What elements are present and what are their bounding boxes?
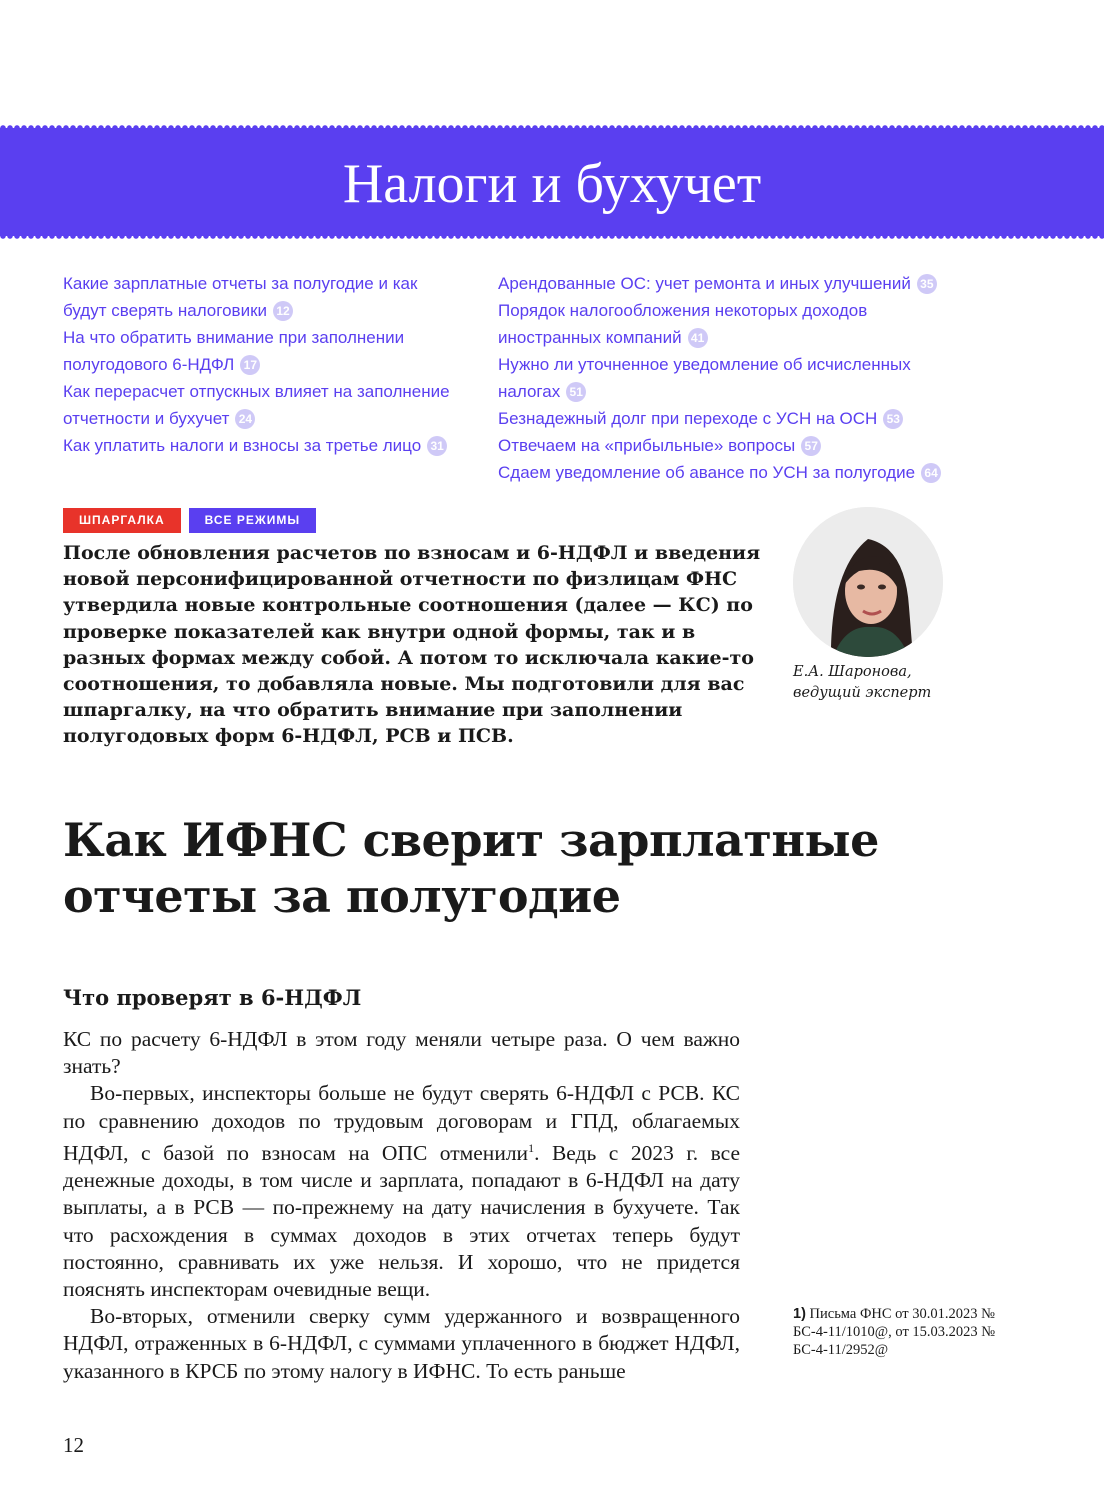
page-badge: 41 (688, 328, 708, 348)
footnote-number: 1) (793, 1306, 806, 1322)
page-badge: 12 (273, 301, 293, 321)
toc-link[interactable]: Отвечаем на «прибыльные» вопросы 57 (498, 432, 968, 459)
page-badge: 51 (566, 382, 586, 402)
section-banner (0, 128, 1104, 236)
section-title: Налоги и бухучет (342, 153, 762, 215)
author-role: ведущий эксперт (793, 685, 932, 701)
paragraph: Во-первых, инспекторы больше не будут сверять 6-НДФЛ с РСВ. КС по сравнению доходов по трудовым договорам и ГПД, облагаемых НДФЛ, с базой по взносам на ОПС отменили$^1$. Ведь с 2023 г. все денежные доходы, в том числе и зарплата, попадают в 6-НДФЛ на дату выплаты, а в РСВ — по-прежнему на дату начисления в бухучете. Так что расхождения в суммах доходов в этих отчетах теперь будут постоянно, сравнивать их уже нельзя. И хорошо, что не придется пояснять инспекторам очевидные вещи. (63, 1081, 740, 1301)
toc-link[interactable]: Какие зарплатные отчеты за полугодие и как будут сверять налоговики 12 (63, 274, 418, 320)
article-body (63, 1026, 740, 1385)
article-lead: После обновления расчетов по взносам и 6-НДФЛ и введения новой персонифицированной отчетности по физлицам ФНС утвердила новые контрольные соотношения (далее — КС) по проверке показателей как внутри одной формы, так и в разных формах между собой. А потом то исключала какие-то соотношения, то добавляла новые. Мы подготовили для вас шпаргалку, на что обратить внимание при заполнении полугодовых форм 6-НДФЛ, РСВ и ПСВ. (63, 542, 761, 748)
tag-cheatsheet: ШПАРГАЛКА (63, 508, 181, 533)
toc-link[interactable]: На что обратить внимание при заполнении полугодового 6-НДФЛ 17 (63, 328, 405, 374)
page-badge: 64 (921, 463, 941, 483)
banner-bottom-edge (0, 233, 1104, 239)
footnote-ref[interactable]: 1 (528, 1140, 535, 1155)
page-badge: 53 (883, 409, 903, 429)
page-badge: 17 (240, 355, 260, 375)
toc-link[interactable]: Как уплатить налоги и взносы за третье лицо 31 (63, 432, 463, 459)
page-badge: 35 (917, 274, 937, 294)
footnote (793, 1305, 1013, 1359)
toc-link[interactable]: Как перерасчет отпускных влияет на заполнение отчетности и бухучет 24 (63, 382, 450, 428)
article-tags (63, 508, 316, 533)
page-badge: 57 (801, 436, 821, 456)
author-caption (793, 662, 993, 704)
toc-link[interactable]: Сдаем уведомление об авансе по УСН за полугодие 64 (498, 459, 968, 486)
page-badge: 31 (427, 436, 447, 456)
paragraph: Во-вторых, отменили сверку сумм удержанного и возвращенного НДФЛ, отраженных в 6-НДФЛ, с суммами уплаченного в бюджет НДФЛ, указанного в КРСБ по этому налогу в ИФНС. То есть раньше (63, 1304, 740, 1383)
toc-link[interactable]: Порядок налогообложения некоторых доходов иностранных компаний 41 (498, 301, 868, 347)
page-badge: 24 (235, 409, 255, 429)
article-headline: Как ИФНС сверит зарплатные отчеты за полугодие (63, 813, 879, 923)
author-photo (793, 507, 943, 657)
toc-link[interactable]: Безнадежный долг при переходе с УСН на ОСН 53 (498, 405, 968, 432)
footnote-text: Письма ФНС от 30.01.2023 № БС-4-11/1010@, от 15.03.2023 № БС-4-11/2952@ (793, 1306, 996, 1358)
paragraph: КС по расчету 6-НДФЛ в этом году меняли четыре раза. О чем важно знать? (63, 1027, 740, 1079)
author-name: Е.А. Шаронова, (793, 664, 912, 680)
toc-left-column (63, 270, 463, 459)
section-subheading: Что проверят в 6-НДФЛ (63, 985, 362, 1010)
toc-link[interactable]: Нужно ли уточненное уведомление об исчисленных налогах 51 (498, 355, 911, 401)
toc-right-column (498, 270, 968, 486)
author-portrait-icon (793, 507, 943, 657)
toc-link[interactable]: Арендованные ОС: учет ремонта и иных улучшений 35 (498, 270, 968, 297)
tag-all-regimes: ВСЕ РЕЖИМЫ (189, 508, 316, 533)
page-number: 12 (63, 1433, 84, 1457)
